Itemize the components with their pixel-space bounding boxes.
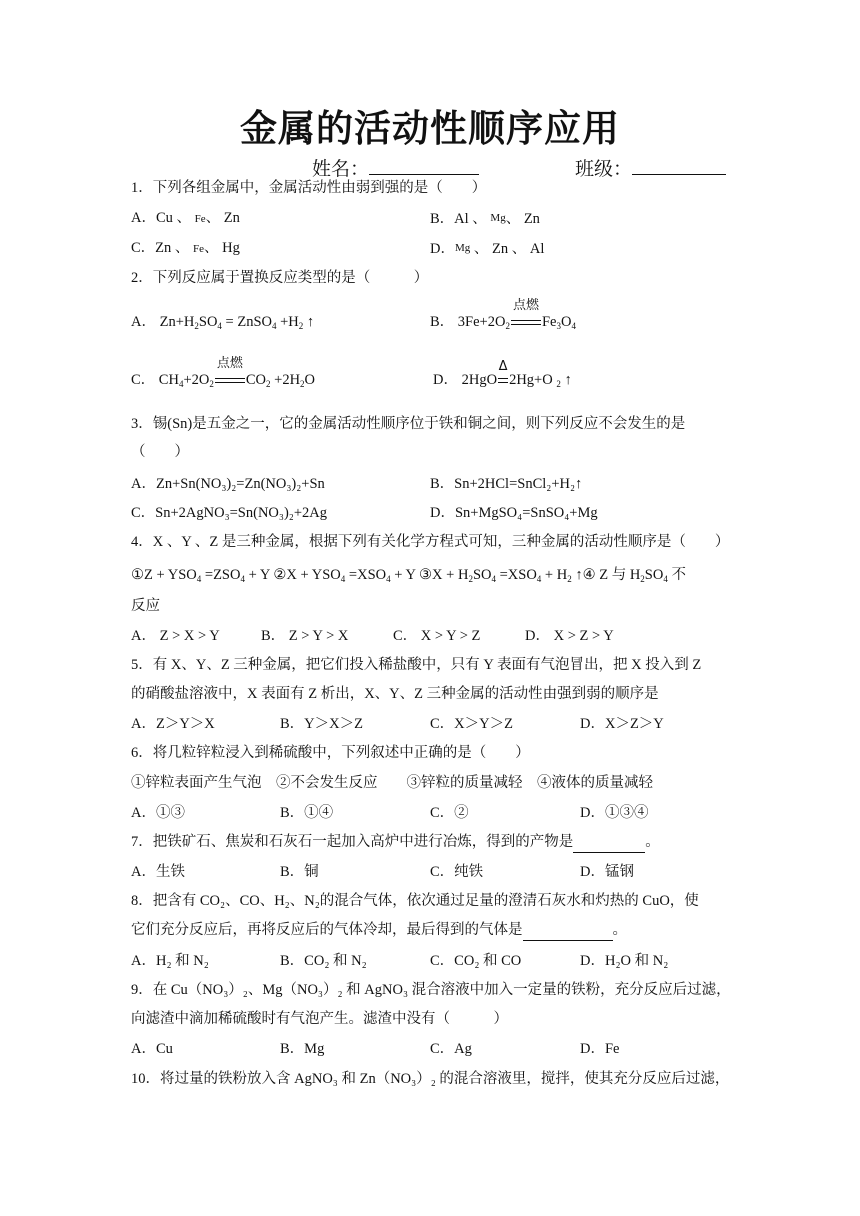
- class-blank[interactable]: [632, 154, 726, 175]
- q3-stem: 3．锡(Sn)是五金之一，它的金属活动性顺序位于铁和铜之间，则下列反应不会发生的是: [131, 416, 686, 432]
- q1-option-d[interactable]: D．Mg 、 Zn 、 Al: [430, 241, 545, 257]
- q1-stem: 1．下列各组金属中，金属活动性由弱到强的是（ ）: [131, 180, 487, 196]
- q2-stem: 2．下列反应属于置换反应类型的是（ ）: [131, 270, 429, 286]
- q3-option-d[interactable]: D．Sn+MgSO₄=SnSO₄+Mg: [430, 505, 598, 521]
- q9-option-c[interactable]: C．Ag: [430, 1041, 472, 1057]
- q4-option-c[interactable]: C． X > Y > Z: [393, 628, 481, 644]
- q8-stem-2: 它们充分反应后，再将反应后的气体冷却，最后得到的气体是 。: [131, 920, 627, 941]
- q8-option-c[interactable]: C．CO₂ 和 CO: [430, 953, 522, 969]
- name-blank[interactable]: [369, 154, 479, 175]
- q6-option-c[interactable]: C．②: [430, 805, 469, 821]
- q1-option-b[interactable]: B．Al 、 Mg、 Zn: [430, 211, 540, 227]
- q9-option-b[interactable]: B．Mg: [280, 1041, 325, 1057]
- q10-stem: 10．将过量的铁粉放入含 AgNO₃ 和 Zn（NO₃）₂ 的混合溶液里，搅拌，使其充分反应后过滤，: [131, 1071, 730, 1087]
- q4-stem: 4．X 、Y 、Z 是三种金属，根据下列有关化学方程式可知，三种金属的活动性顺序是（ ）: [131, 534, 730, 550]
- q5-stem-2: 的硝酸盐溶液中，X 表面有 Z 析出，X、Y、Z 三种金属的活动性由强到弱的顺序是: [131, 686, 659, 702]
- q9-option-d[interactable]: D．Fe: [580, 1041, 620, 1057]
- q7-answer-blank[interactable]: [573, 832, 645, 853]
- q2-equation-c: $CH_4+2O_2$ 点燃 $CO_2 +2H_2O$: [158, 356, 316, 389]
- q2-option-c[interactable]: C． $CH_4+2O_2$ 点燃 $CO_2 +2H_2O$: [131, 356, 316, 389]
- q8-answer-blank[interactable]: [523, 920, 613, 941]
- q7-option-d[interactable]: D．锰钢: [580, 864, 634, 880]
- q4-option-d[interactable]: D． X > Z > Y: [525, 628, 614, 644]
- q1-option-c[interactable]: C．Zn 、 Fe、 Hg: [131, 240, 240, 256]
- class-label: 班级：: [575, 158, 633, 180]
- q9-option-a[interactable]: A．Cu: [131, 1041, 173, 1057]
- q7-option-a[interactable]: A．生铁: [131, 864, 185, 880]
- q3-stem-paren: （ ）: [131, 444, 189, 460]
- q4-option-a[interactable]: A． Z > X > Y: [131, 628, 220, 644]
- q7-option-b[interactable]: B．铜: [280, 864, 319, 880]
- q9-stem: 9．在 Cu（NO₃）₂、Mg（NO₃）₂ 和 AgNO₃ 混合溶液中加入一定量的铁粉，充分反应后过滤，: [131, 982, 731, 998]
- q5-option-a[interactable]: A．Z＞Y＞X: [131, 716, 215, 732]
- q1-option-a[interactable]: A．Cu 、 Fe、 Zn: [131, 210, 240, 226]
- q8-option-a[interactable]: A．H₂ 和 N₂: [131, 953, 209, 969]
- q2-option-d[interactable]: D． 2HgO Δ 2Hg+O $_2$ ↑: [433, 359, 572, 389]
- q6-option-b[interactable]: B．①④: [280, 805, 334, 821]
- q2-option-b[interactable]: B． $3Fe+2O_2$ 点燃 $Fe_3O_4$: [430, 298, 576, 331]
- q6-option-d[interactable]: D．①③④: [580, 805, 649, 821]
- name-label: 姓名：: [312, 158, 370, 180]
- page-title: 金属的活动性顺序应用: [240, 107, 620, 150]
- q4-stem-end: 反应: [131, 598, 160, 614]
- q5-stem: 5．有 X、Y、Z 三种金属，把它们投入稀盐酸中，只有 Y 表面有气泡冒出，把 X 投入到 Z: [131, 657, 702, 673]
- q8-option-b[interactable]: B．CO₂ 和 N₂: [280, 953, 367, 969]
- q6-option-a[interactable]: A．①③: [131, 805, 185, 821]
- q4-option-b[interactable]: B． Z > Y > X: [261, 628, 349, 644]
- q3-option-a[interactable]: A．Zn+Sn(NO₃)₂=Zn(NO₃)₂+Sn: [131, 476, 325, 492]
- q2-equation-d: 2HgO Δ 2Hg+O $_2$ ↑: [461, 359, 572, 389]
- q5-option-b[interactable]: B．Y＞X＞Z: [280, 716, 363, 732]
- q8-option-d[interactable]: D．H₂O 和 N₂: [580, 953, 669, 969]
- q6-statements: ①锌粒表面产生气泡 ②不会发生反应 ③锌粒的质量减轻 ④液体的质量减轻: [131, 775, 653, 791]
- q4-equations: ①Z + $YSO_4 =ZSO_4 + Y$ ②X + $YSO_4 =XSO_4 + Y$ ③X + $H_2SO_4 =XSO_4 + H_2$ ↑④ Z 与 $H_2SO_4$ 不: [131, 567, 686, 584]
- q7-stem: 7．把铁矿石、焦炭和石灰石一起加入高炉中进行冶炼，得到的产物是 。: [131, 832, 660, 853]
- q6-stem: 6．将几粒锌粒浸入到稀硫酸中，下列叙述中正确的是（ ）: [131, 745, 530, 761]
- q2-option-a[interactable]: A． $Zn+H_2SO_4$ = ZnSO$_4$ $+H_2$ ↑: [131, 314, 315, 331]
- q5-option-c[interactable]: C．X＞Y＞Z: [430, 716, 513, 732]
- q2-equation-b: $3Fe+2O_2$ 点燃 $Fe_3O_4$: [457, 298, 576, 331]
- q5-option-d[interactable]: D．X＞Z＞Y: [580, 716, 664, 732]
- q9-stem-2: 向滤渣中滴加稀硫酸时有气泡产生。滤渣中没有（ ）: [131, 1011, 508, 1027]
- q3-option-c[interactable]: C．Sn+2AgNO₃=Sn(NO₃)₂+2Ag: [131, 505, 327, 521]
- class-field: [575, 154, 726, 182]
- q3-option-b[interactable]: B．Sn+2HCl=SnCl₂+H₂↑: [430, 476, 583, 492]
- q8-stem: 8．把含有 CO₂、CO、H₂、N₂的混合气体，依次通过足量的澄清石灰水和灼热的 CuO，使: [131, 893, 699, 909]
- q7-option-c[interactable]: C．纯铁: [430, 864, 484, 880]
- q2-equation-a: $Zn+H_2SO_4$ = ZnSO$_4$ $+H_2$ ↑: [159, 314, 315, 331]
